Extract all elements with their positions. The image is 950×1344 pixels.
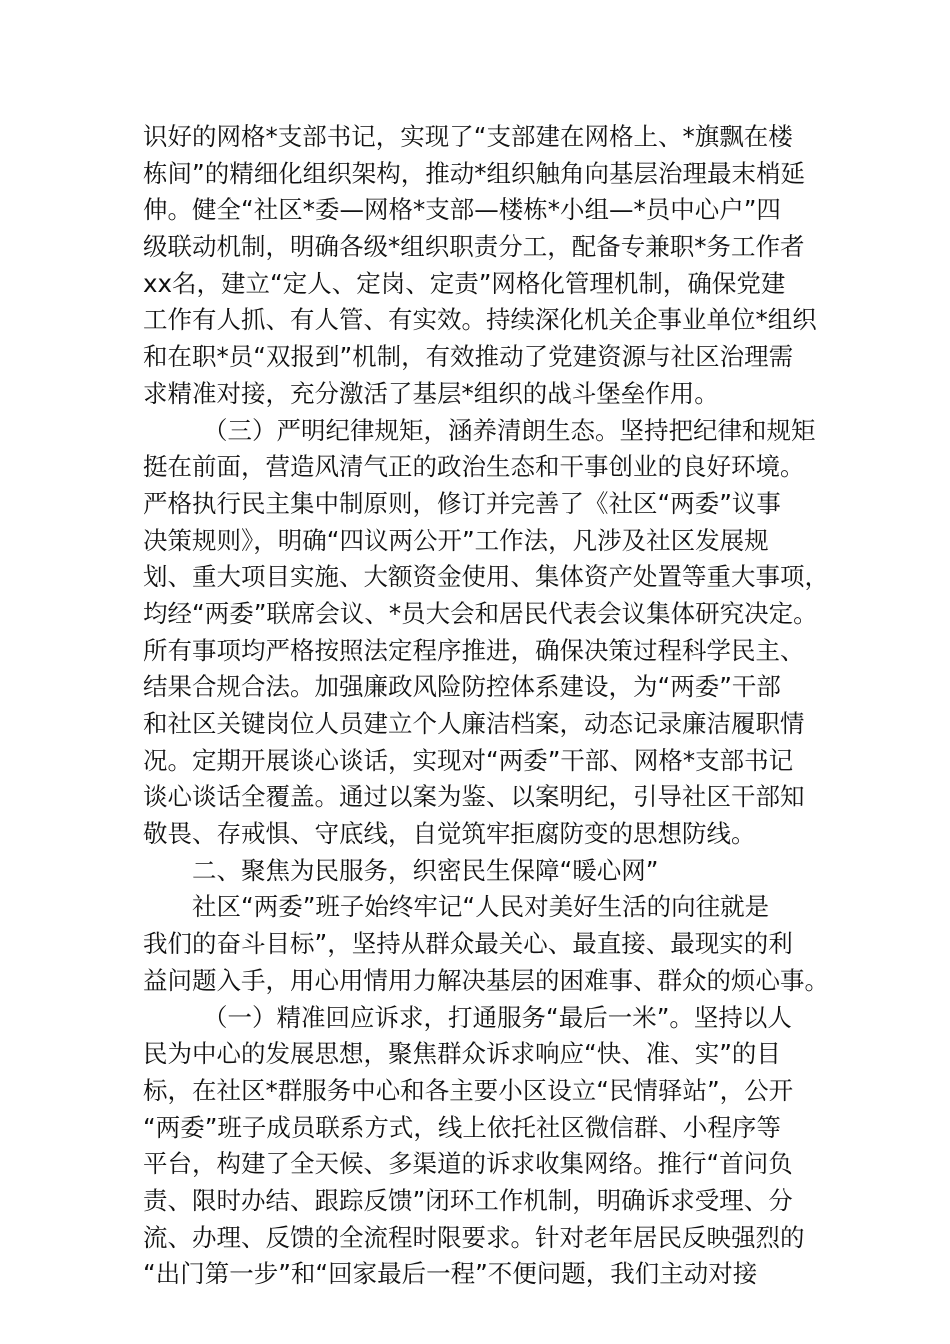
paragraph-start-line: 社区“两委”班子始终牢记“人民对美好生活的向往就是 — [192, 892, 770, 922]
text-line: 责、限时办结、跟踪反馈”闭环工作机制，明确诉求受理、分 — [143, 1185, 793, 1215]
text-line: 划、重大项目实施、大额资金使用、集体资产处置等重大事项， — [143, 562, 829, 592]
text-line: 级联动机制，明确各级*组织职责分工，配备专兼职*务工作者 — [143, 232, 805, 262]
text-line: 平台，构建了全天候、多渠道的诉求收集网络。推行“首问负 — [143, 1149, 793, 1179]
text-line: 所有事项均严格按照法定程序推进，确保决策过程科学民主、 — [143, 635, 805, 665]
body-text — [143, 119, 829, 1293]
text-line: 况。定期开展谈心谈话，实现对“两委”干部、网格*支部书记 — [143, 745, 794, 775]
text-line: 益问题入手，用心用情用力解决基层的困难事、群众的烦心事。 — [143, 965, 829, 995]
text-line: 工作有人抓、有人管、有实效。持续深化机关企事业单位*组织 — [143, 305, 817, 335]
text-line: 我们的奋斗目标”，坚持从群众最关心、最直接、最现实的利 — [143, 929, 793, 959]
text-line: 均经“两委”联席会议、*员大会和居民代表会议集体研究决定。 — [143, 598, 818, 628]
text-line: “两委”班子成员联系方式，线上依托社区微信群、小程序等 — [143, 1112, 781, 1142]
section-heading-line: （三）严明纪律规矩，涵养清朗生态。坚持把纪律和规矩 — [203, 415, 816, 445]
chapter-heading-line: 二、聚焦为民服务，织密民生保障“暖心网” — [192, 855, 659, 885]
section-heading-line: （一）精准回应诉求，打通服务“最后一米”。坚持以人 — [203, 1002, 792, 1032]
text-line: 谈心谈话全覆盖。通过以案为鉴、以案明纪，引导社区干部知 — [143, 782, 805, 812]
text-line: 栋间”的精细化组织架构，推动*组织触角向基层治理最末梢延 — [143, 158, 805, 188]
text-line: 和社区关键岗位人员建立个人廉洁档案，动态记录廉洁履职情 — [143, 709, 805, 738]
text-line: 求精准对接，充分激活了基层*组织的战斗堡垒作用。 — [143, 378, 719, 408]
text-line: 伸。健全“社区*委—网格*支部—楼栋*小组—*员中心户”四 — [143, 195, 781, 225]
text-line: 决策规则》，明确“四议两公开”工作法，凡涉及社区发展规 — [143, 525, 769, 555]
text-line: 民为中心的发展思想，聚焦群众诉求响应“快、准、实”的目 — [143, 1039, 781, 1069]
text-line: 敬畏、存戒惧、守底线，自觉筑牢拒腐防变的思想防线。 — [143, 819, 756, 849]
text-line: 严格执行民主集中制原则，修订并完善了《社区“两委”议事 — [143, 488, 781, 518]
text-line: 流、办理、反馈的全流程时限要求。针对老年居民反映强烈的 — [143, 1222, 805, 1252]
text-line: 挺在前面，营造风清气正的政治生态和干事创业的良好环境。 — [143, 452, 805, 482]
text-line: 结果合规合法。加强廉政风险防控体系建设，为“两委”干部 — [143, 672, 781, 702]
text-line: xx名，建立“定人、定岗、定责”网格化管理机制，确保党建 — [143, 268, 786, 298]
text-line: 识好的网格*支部书记，实现了“支部建在网格上、*旗飘在楼 — [143, 122, 793, 151]
text-line: 和在职*员“双报到”机制，有效推动了党建资源与社区治理需 — [143, 342, 794, 372]
text-line: 标，在社区*群服务中心和各主要小区设立“民情驿站”，公开 — [143, 1075, 794, 1105]
text-line: “出门第一步”和“回家最后一程”不便问题，我们主动对接 — [143, 1259, 758, 1289]
